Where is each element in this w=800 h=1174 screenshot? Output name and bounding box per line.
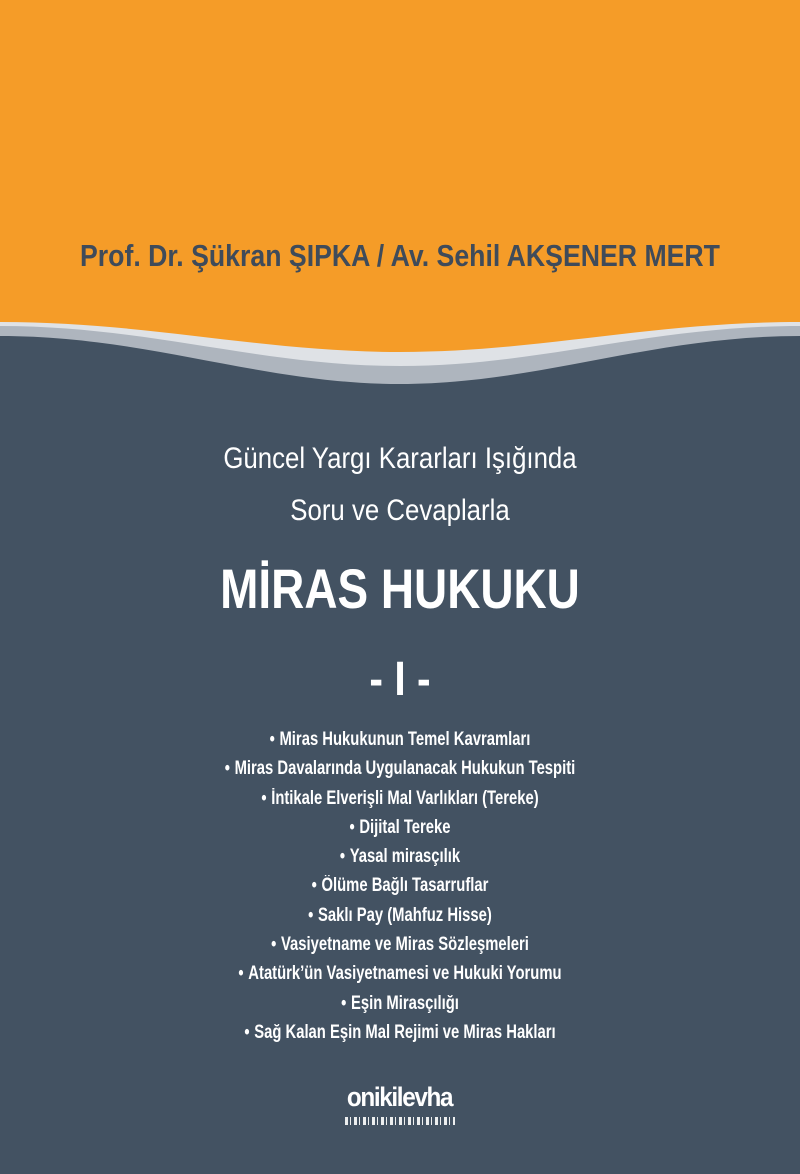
bullet: • (271, 934, 277, 956)
topic-text: Miras Davalarında Uygulanacak Hukukun Tespiti (234, 758, 576, 780)
orange-header-band (0, 0, 800, 420)
bullet: • (238, 963, 244, 985)
bullet: • (311, 875, 317, 897)
topic-text: Sağ Kalan Eşin Mal Rejimi ve Miras Hakları (254, 1021, 556, 1043)
topic-item (88, 930, 712, 959)
topic-text: Dijital Tereke (359, 816, 451, 838)
bullet: • (224, 758, 230, 780)
topic-text: Ölüme Bağlı Tasarruflar (321, 875, 489, 897)
topic-text: Vasiyetname ve Miras Sözleşmeleri (280, 934, 529, 956)
topic-text: Miras Hukukunun Temel Kavramları (279, 729, 531, 750)
topic-text: Saklı Pay (Mahfuz Hisse) (318, 904, 492, 926)
topic-list (0, 725, 800, 1047)
bullet: • (339, 846, 346, 868)
publisher-barcode-stripe (345, 1117, 454, 1125)
topic-text: Yasal mirasçılık (349, 846, 461, 868)
wave-divider (0, 0, 800, 420)
volume-number: - I - (369, 653, 431, 706)
topic-item (88, 842, 712, 871)
topic-text: Atatürk’ün Vasiyetnamesi ve Hukuki Yorumu (248, 963, 562, 985)
subtitle-line-2: Soru ve Cevaplarla (290, 494, 510, 527)
topic-item (88, 784, 712, 813)
subtitle-line-1: Güncel Yargı Kararları Işığında (223, 442, 577, 475)
topic-item (88, 754, 712, 783)
topic-text: İntikale Elverişli Mal Varlıkları (Tereke) (271, 787, 539, 809)
bullet: • (308, 904, 314, 926)
publisher-logo (341, 1082, 458, 1125)
bullet: • (341, 992, 347, 1014)
publisher-block (0, 1082, 800, 1125)
topic-item (88, 871, 712, 900)
bullet: • (244, 1021, 250, 1043)
topic-item (88, 901, 712, 930)
bullet: • (349, 816, 355, 838)
authors: Prof. Dr. Şükran ŞIPKA / Av. Sehil AKŞENER MERT (80, 238, 720, 273)
book-title: MİRAS HUKUKU (220, 557, 580, 620)
topic-item (88, 989, 712, 1018)
topic-item (88, 959, 712, 988)
publisher-name: onikilevha (347, 1082, 453, 1112)
bullet: • (261, 787, 267, 809)
topic-item (88, 813, 712, 842)
topic-text: Eşin Mirasçılığı (350, 992, 459, 1014)
topic-item (88, 725, 712, 754)
bullet: • (269, 729, 275, 750)
topic-item (88, 1018, 712, 1047)
